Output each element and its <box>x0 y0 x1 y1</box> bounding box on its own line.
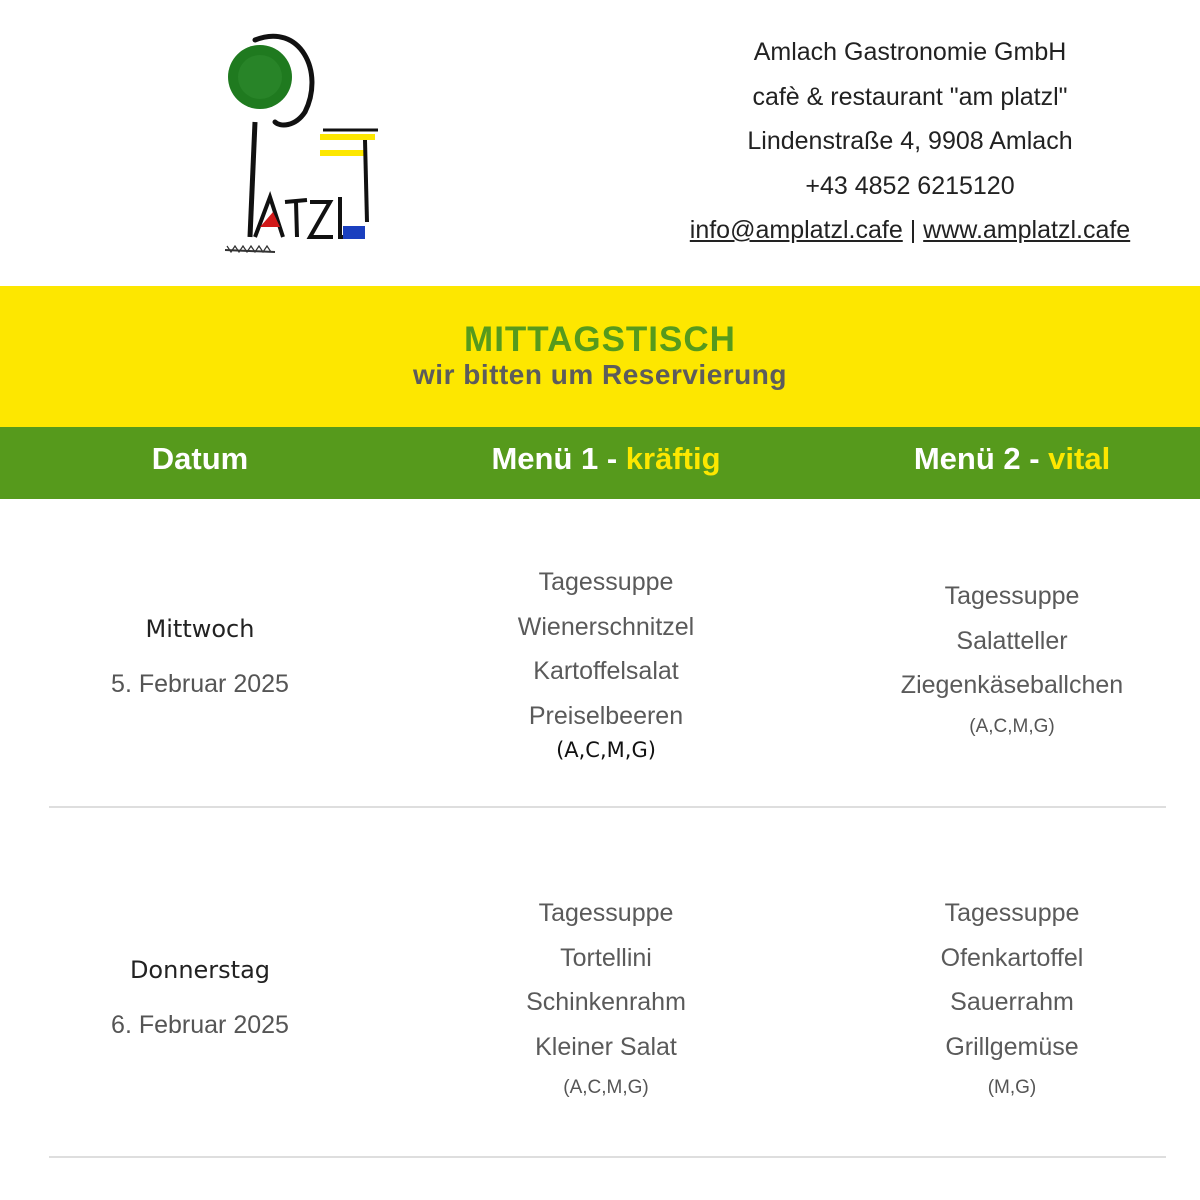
menu1-cell <box>406 560 806 762</box>
am-platzl-logo-icon[interactable] <box>215 22 390 267</box>
allergen-codes: (M,G) <box>987 1077 1037 1098</box>
allergen-codes: (A,C,M,G) <box>556 738 656 762</box>
column-header-menu1 <box>406 441 806 477</box>
menu-item: Wienerschnitzel <box>517 612 695 641</box>
banner-subtitle: wir bitten um Reservierung <box>413 359 787 390</box>
menu-item: Schinkenrahm <box>526 988 686 1016</box>
menu-item: Tagessuppe <box>538 899 674 927</box>
menu-item: Sauerrahm <box>950 988 1074 1016</box>
contact-links <box>640 208 1180 253</box>
weekday: Mittwoch <box>145 615 255 643</box>
row-divider <box>49 1156 1166 1158</box>
contact-address <box>640 30 1180 253</box>
allergen-codes: (A,C,M,G) <box>969 715 1055 737</box>
link-separator: | <box>909 216 917 244</box>
menu-item: Salatteller <box>956 626 1068 655</box>
row-divider <box>49 806 1166 808</box>
menu-item: Tagessuppe <box>944 582 1080 610</box>
menu1-label: Menü 1 - <box>491 441 626 476</box>
menu-item: Ofenkartoffel <box>940 943 1084 972</box>
menu1-cell <box>406 891 806 1099</box>
menu-item: Kleiner Salat <box>535 1032 677 1061</box>
menu2-label: Menü 2 - <box>913 441 1049 476</box>
menu-item: Tortellini <box>560 943 652 972</box>
menu-item: Tagessuppe <box>944 899 1080 927</box>
banner-title: MITTAGSTISCH <box>464 320 736 359</box>
menu-item: Ziegenkäseballchen <box>900 671 1124 699</box>
menu2-cell <box>812 574 1200 738</box>
company-name: Amlach Gastronomie GmbH <box>753 38 1067 66</box>
header <box>0 0 1200 286</box>
menu2-accent: vital <box>1048 441 1111 476</box>
column-header-menu2 <box>812 441 1200 477</box>
menu-item: Tagessuppe <box>538 568 674 596</box>
menu-item: Preiselbeeren <box>528 701 684 730</box>
phone-number: +43 4852 6215120 <box>805 171 1015 200</box>
menu2-cell <box>812 891 1200 1099</box>
menu-item: Kartoffelsalat <box>533 657 679 685</box>
restaurant-name: cafè & restaurant "am platzl" <box>752 82 1068 111</box>
menu-item: Grillgemüse <box>945 1032 1079 1061</box>
website-link[interactable]: www.amplatzl.cafe <box>923 216 1131 244</box>
menu-date: 6. Februar 2025 <box>111 1011 289 1039</box>
email-link[interactable]: info@amplatzl.cafe <box>689 216 903 244</box>
menu-date: 5. Februar 2025 <box>111 670 289 698</box>
menu1-accent: kräftig <box>625 441 721 476</box>
street-address: Lindenstraße 4, 9908 Amlach <box>747 127 1073 155</box>
weekday: Donnerstag <box>129 956 271 984</box>
allergen-codes: (A,C,M,G) <box>563 1077 649 1098</box>
column-header-date: Datum <box>151 441 249 476</box>
